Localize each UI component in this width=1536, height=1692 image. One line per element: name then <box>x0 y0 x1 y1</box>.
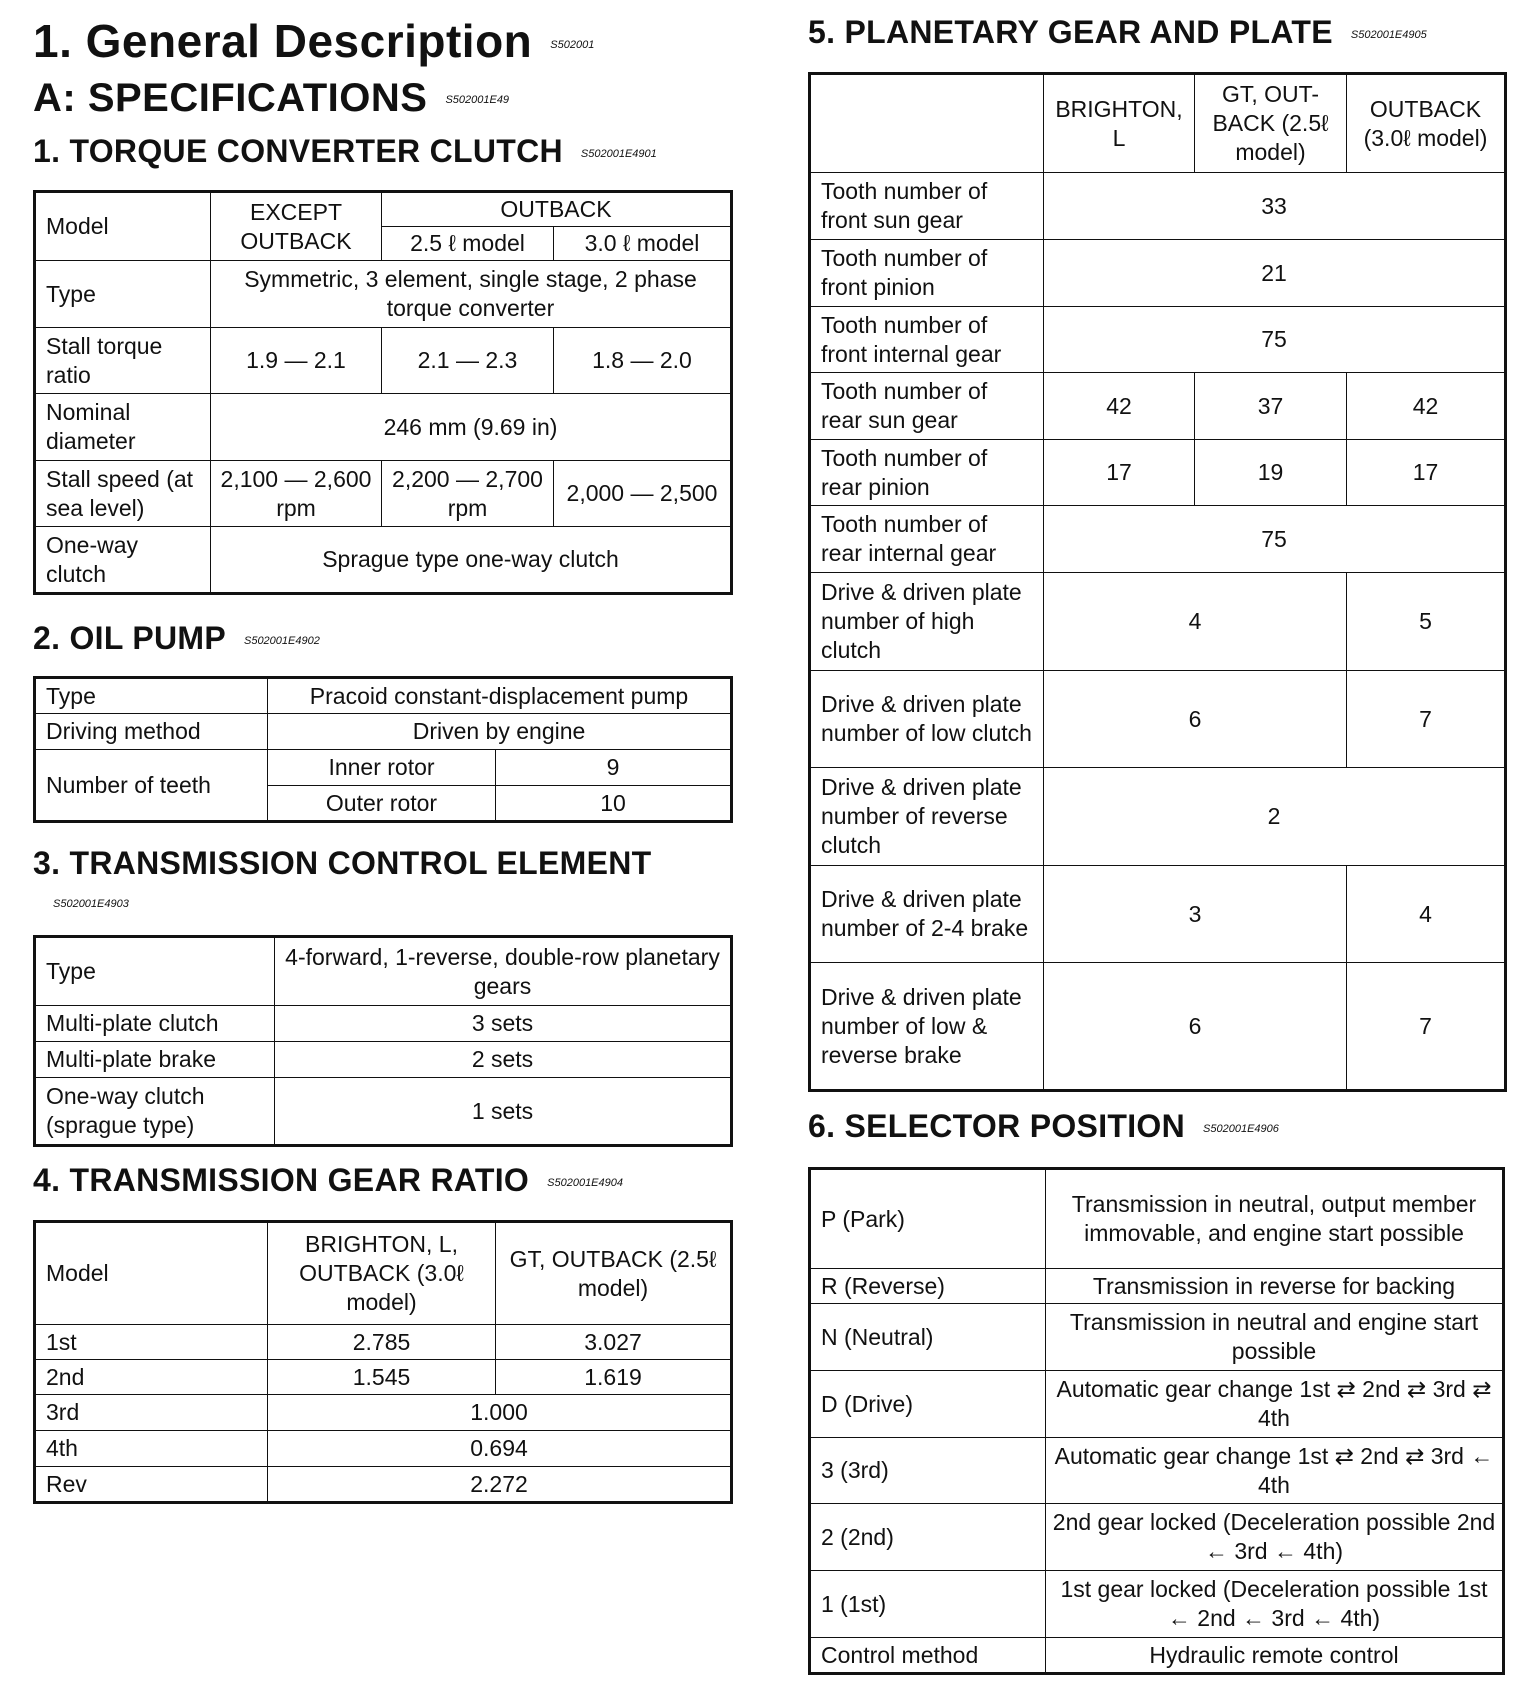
gear-ratio-heading: 4. TRANSMISSION GEAR RATIO S502001E4904 <box>33 1162 623 1198</box>
table-row <box>35 678 732 714</box>
table-cell: 4 <box>1044 573 1347 671</box>
planetary-table <box>808 72 1507 1092</box>
table-row <box>810 1638 1504 1674</box>
section-a-heading: A: SPECIFICATIONS S502001E49 <box>33 76 510 120</box>
table-cell: 0.694 <box>268 1431 732 1467</box>
table-cell: 2.785 <box>268 1325 496 1360</box>
oil-pump-code: S502001E4902 <box>243 634 320 647</box>
gear-ratio-table <box>33 1220 733 1504</box>
table-cell: 3rd <box>35 1395 268 1431</box>
table-cell: Tooth number of front pinion <box>810 240 1044 307</box>
control-element-table <box>33 935 733 1147</box>
table-cell: 75 <box>1044 307 1506 373</box>
table-row <box>810 963 1506 1091</box>
table-cell: 2nd <box>35 1360 268 1395</box>
table-cell: Pracoid constant-displacement pump <box>268 678 732 714</box>
table-cell: 3 (3rd) <box>810 1438 1046 1504</box>
selector-code: S502001E4906 <box>1203 1122 1279 1135</box>
table-cell: 2,100 — 2,600 rpm <box>211 461 382 527</box>
table-cell: BRIGHTON, L, OUTBACK (3.0ℓ model) <box>268 1222 496 1325</box>
table-cell: 42 <box>1347 373 1506 440</box>
table-cell: 2 sets <box>275 1042 732 1078</box>
table-row <box>35 1360 732 1395</box>
table-cell: Transmission in neutral and engine start possible <box>1046 1304 1504 1371</box>
table-cell: Stall torque ratio <box>35 328 211 394</box>
table-cell: 7 <box>1347 671 1506 768</box>
table-row <box>810 240 1506 307</box>
table-cell: Drive & driven plate number of high clutch <box>810 573 1044 671</box>
control-element-code: S502001E4903 <box>53 898 129 910</box>
table-cell: 4 <box>1347 866 1506 963</box>
table-row <box>810 1571 1504 1638</box>
table-row <box>35 937 732 1006</box>
table-row <box>35 527 732 594</box>
table-cell: 3 sets <box>275 1006 732 1042</box>
table-cell: 4th <box>35 1431 268 1467</box>
table-row <box>810 1438 1504 1504</box>
table-row <box>35 1395 732 1431</box>
table-cell: GT, OUTBACK (2.5ℓ model) <box>496 1222 732 1325</box>
table-cell: Stall speed (at sea level) <box>35 461 211 527</box>
table-cell: 2,000 — 2,500 <box>554 461 732 527</box>
table-cell: 2.1 — 2.3 <box>382 328 554 394</box>
table-row <box>810 573 1506 671</box>
table-cell: Transmission in reverse for backing <box>1046 1269 1504 1304</box>
table-cell: Transmission in neutral, output member immovable, and engine start possible <box>1046 1169 1504 1269</box>
selector-heading: 6. SELECTOR POSITION S502001E4906 <box>808 1108 1279 1144</box>
table-cell: 6 <box>1044 963 1347 1091</box>
table-cell: Sprague type one-way clutch <box>211 527 732 594</box>
table-row <box>810 1269 1504 1304</box>
table-row <box>810 440 1506 506</box>
table-cell: EXCEPT OUTBACK <box>211 192 382 261</box>
table-cell: 1.9 — 2.1 <box>211 328 382 394</box>
table-cell: Drive & driven plate number of low clutch <box>810 671 1044 768</box>
table-cell: OUTBACK <box>382 192 732 227</box>
torque-converter-heading: 1. TORQUE CONVERTER CLUTCH S502001E4901 <box>33 133 657 169</box>
table-cell: 1.8 — 2.0 <box>554 328 732 394</box>
table-cell: 19 <box>1195 440 1347 506</box>
table-cell: 9 <box>496 750 732 786</box>
table-cell: 37 <box>1195 373 1347 440</box>
table-cell: Automatic gear change 1st ⇄ 2nd ⇄ 3rd ⇄ 4th <box>1046 1371 1504 1438</box>
table-cell: D (Drive) <box>810 1371 1046 1438</box>
table-row <box>35 750 732 786</box>
table-cell: 1.000 <box>268 1395 732 1431</box>
table-cell: Number of teeth <box>35 750 268 822</box>
table-cell: N (Neutral) <box>810 1304 1046 1371</box>
table-cell: OUTBACK (3.0ℓ model) <box>1347 74 1506 173</box>
table-cell: Hydraulic remote control <box>1046 1638 1504 1674</box>
table-row <box>35 261 732 328</box>
table-cell: 3.0 ℓ model <box>554 227 732 261</box>
section-a-code: S502001E49 <box>445 94 510 107</box>
table-cell: 75 <box>1044 506 1506 573</box>
selector-table <box>808 1167 1505 1675</box>
planetary-code: S502001E4905 <box>1350 28 1427 41</box>
table-cell: Tooth number of rear pinion <box>810 440 1044 506</box>
table-cell: 2 (2nd) <box>810 1504 1046 1571</box>
table-row <box>810 1504 1504 1571</box>
table-cell: Nominal diameter <box>35 394 211 461</box>
table-cell: 3 <box>1044 866 1347 963</box>
title-code: S502001 <box>550 38 595 51</box>
table-row <box>810 1304 1504 1371</box>
table-row <box>35 1222 732 1325</box>
table-cell: 17 <box>1044 440 1195 506</box>
oil-pump-table <box>33 676 733 823</box>
table-cell: P (Park) <box>810 1169 1046 1269</box>
table-row <box>35 1042 732 1078</box>
table-cell: Inner rotor <box>268 750 496 786</box>
table-row <box>810 1371 1504 1438</box>
table-cell: Drive & driven plate number of low & reverse brake <box>810 963 1044 1091</box>
torque-converter-code: S502001E4901 <box>580 147 657 160</box>
table-cell: Rev <box>35 1467 268 1503</box>
table-cell: 21 <box>1044 240 1506 307</box>
table-cell: 33 <box>1044 173 1506 240</box>
table-cell: BRIGHTON, L <box>1044 74 1195 173</box>
table-cell: 4-forward, 1-reverse, double-row planetary gears <box>275 937 732 1006</box>
table-row <box>35 394 732 461</box>
table-row <box>35 328 732 394</box>
gear-ratio-code: S502001E4904 <box>547 1176 623 1189</box>
table-cell: Symmetric, 3 element, single stage, 2 phase torque converter <box>211 261 732 328</box>
table-row <box>35 1078 732 1146</box>
table-cell: Driving method <box>35 714 268 750</box>
table-cell: Model <box>35 1222 268 1325</box>
table-row <box>810 671 1506 768</box>
control-element-heading: 3. TRANSMISSION CONTROL ELEMENT <box>33 845 652 881</box>
table-cell: Automatic gear change 1st ⇄ 2nd ⇄ 3rd ← 4th <box>1046 1438 1504 1504</box>
table-cell: 1.619 <box>496 1360 732 1395</box>
table-row <box>810 1169 1504 1269</box>
table-row <box>810 307 1506 373</box>
table-row <box>810 373 1506 440</box>
table-cell: One-way clutch <box>35 527 211 594</box>
table-cell: Tooth number of rear internal gear <box>810 506 1044 573</box>
table-cell: 2.272 <box>268 1467 732 1503</box>
table-cell: Multi-plate brake <box>35 1042 275 1078</box>
table-cell: Drive & driven plate number of reverse clutch <box>810 768 1044 866</box>
table-cell: GT, OUT-BACK (2.5ℓ model) <box>1195 74 1347 173</box>
table-cell: 1st gear locked (Deceleration possible 1st ← 2nd ← 3rd ← 4th) <box>1046 1571 1504 1638</box>
table-row <box>35 714 732 750</box>
table-cell: Drive & driven plate number of 2-4 brake <box>810 866 1044 963</box>
table-cell: 1st <box>35 1325 268 1360</box>
table-cell: 1.545 <box>268 1360 496 1395</box>
table-cell: 1 (1st) <box>810 1571 1046 1638</box>
torque-converter-table <box>33 190 733 595</box>
table-cell: Type <box>35 261 211 328</box>
table-row <box>810 866 1506 963</box>
table-cell: Type <box>35 937 275 1006</box>
table-cell: 10 <box>496 786 732 822</box>
table-row <box>810 768 1506 866</box>
table-row <box>35 1006 732 1042</box>
oil-pump-heading: 2. OIL PUMP S502001E4902 <box>33 620 320 656</box>
table-row <box>810 74 1506 173</box>
table-cell: 2.5 ℓ model <box>382 227 554 261</box>
table-cell: 7 <box>1347 963 1506 1091</box>
table-row <box>810 173 1506 240</box>
table-cell: Driven by engine <box>268 714 732 750</box>
table-cell: 2,200 — 2,700 rpm <box>382 461 554 527</box>
table-cell: 6 <box>1044 671 1347 768</box>
table-cell: Tooth number of front internal gear <box>810 307 1044 373</box>
table-cell: 1 sets <box>275 1078 732 1146</box>
table-row <box>35 1467 732 1503</box>
table-row <box>35 461 732 527</box>
table-cell: Outer rotor <box>268 786 496 822</box>
table-cell: 2nd gear locked (Deceleration possible 2nd ← 3rd ← 4th) <box>1046 1504 1504 1571</box>
table-cell: Model <box>35 192 211 261</box>
table-cell: Multi-plate clutch <box>35 1006 275 1042</box>
table-cell <box>810 74 1044 173</box>
table-cell: R (Reverse) <box>810 1269 1046 1304</box>
planetary-heading: 5. PLANETARY GEAR AND PLATE S502001E4905 <box>808 14 1427 50</box>
table-cell: 2 <box>1044 768 1506 866</box>
table-cell: One-way clutch (sprague type) <box>35 1078 275 1146</box>
table-row <box>810 506 1506 573</box>
table-row <box>35 1325 732 1360</box>
table-row <box>35 1431 732 1467</box>
table-cell: Tooth number of front sun gear <box>810 173 1044 240</box>
table-cell: 17 <box>1347 440 1506 506</box>
table-row <box>35 192 732 227</box>
document-title: 1. General Description S502001 <box>33 15 595 67</box>
table-cell: 246 mm (9.69 in) <box>211 394 732 461</box>
table-cell: Control method <box>810 1638 1046 1674</box>
table-cell: Tooth number of rear sun gear <box>810 373 1044 440</box>
table-cell: 5 <box>1347 573 1506 671</box>
table-cell: 3.027 <box>496 1325 732 1360</box>
table-cell: Type <box>35 678 268 714</box>
table-cell: 42 <box>1044 373 1195 440</box>
